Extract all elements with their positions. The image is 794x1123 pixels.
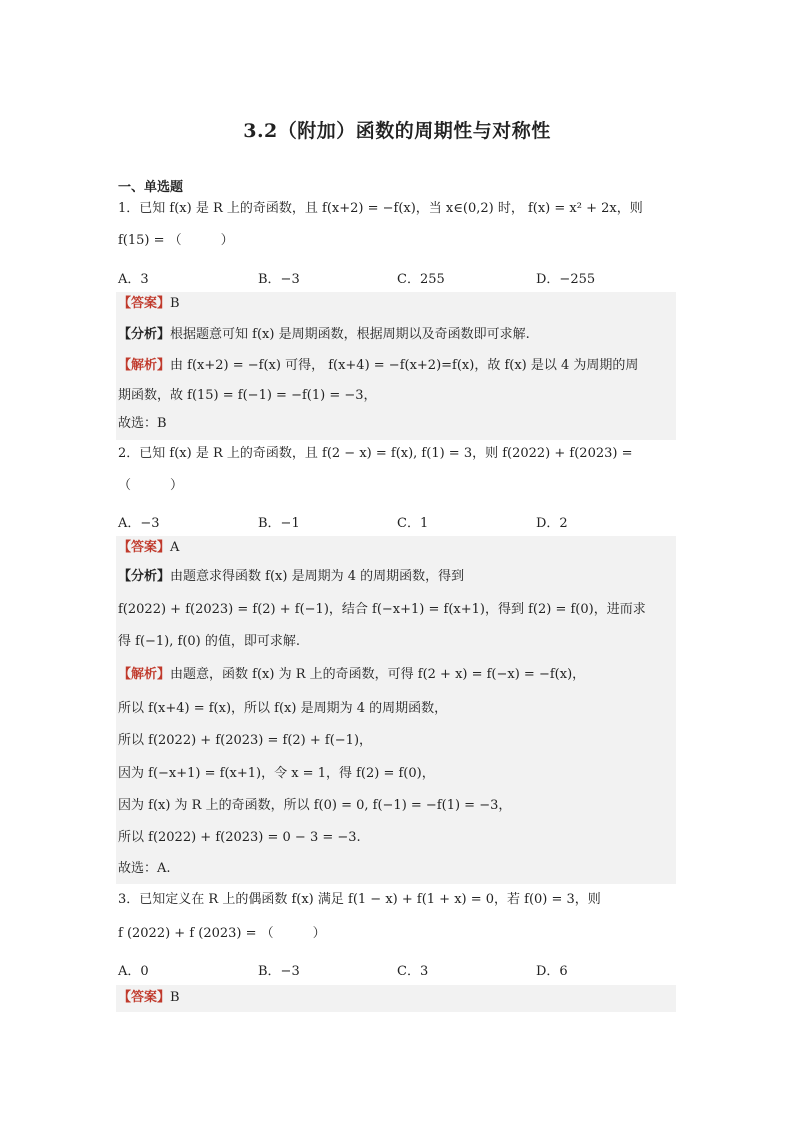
q2-solution-line3: 所以 f(2022) + f(2023) = f(2) + f(−1)， xyxy=(118,733,373,748)
q2-analysis-line2: f(2022) + f(2023) = f(2) + f(−1)，结合 f(−x+1) = f(x+1)，得到 f(2) = f(0)，进而求 xyxy=(118,602,646,617)
q3-stem-line2: f (2022) + f (2023) = （ ） xyxy=(118,926,326,941)
q3-option-b: B．−3 xyxy=(258,964,300,979)
section-heading: 一、单选题 xyxy=(118,180,184,195)
q1-option-d: D．−255 xyxy=(536,272,596,287)
q2-analysis-line3: 得 f(−1), f(0) 的值，即可求解. xyxy=(118,634,301,649)
q3-option-a: A．0 xyxy=(118,964,149,979)
q2-stem-line1: 2．已知 f(x) 是 R 上的奇函数，且 f(2 − x) = f(x), f(1) = 3，则 f(2022) + f(2023) = xyxy=(118,446,633,461)
q1-solution-line3: 故选：B xyxy=(118,416,167,431)
q2-answer: A xyxy=(170,540,180,555)
analysis-tag: 【分析】 xyxy=(118,327,171,342)
q2-option-d: D．2 xyxy=(536,516,568,531)
answer-tag: 【答案】 xyxy=(118,990,171,1005)
q2-solution-text1: 由题意，函数 f(x) 为 R 上的奇函数，可得 f(2 + x) = f(−x) = −f(x)， xyxy=(170,667,586,682)
q1-analysis: 根据题意可知 f(x) 是周期函数，根据周期以及奇函数即可求解. xyxy=(170,327,530,342)
q2-answer-line xyxy=(118,538,676,558)
q3-answer: B xyxy=(170,990,180,1005)
q1-answer: B xyxy=(170,296,180,311)
q2-option-a: A．−3 xyxy=(118,516,160,531)
solution-tag: 【解析】 xyxy=(118,358,171,373)
q1-stem-line1: 1．已知 f(x) 是 R 上的奇函数，且 f(x+2) = −f(x)，当 x∈(0,2) 时， f(x) = x² + 2x，则 xyxy=(118,201,643,216)
q1-solution-line2: 期函数，故 f(15) = f(−1) = −f(1) = −3， xyxy=(118,388,377,403)
q1-analysis-line xyxy=(118,325,676,345)
answer-tag: 【答案】 xyxy=(118,296,171,311)
q1-solution-line1 xyxy=(118,356,676,376)
q3-stem-line1: 3．已知定义在 R 上的偶函数 f(x) 满足 f(1 − x) + f(1 + x) = 0，若 f(0) = 3，则 xyxy=(118,892,601,907)
q1-answer-line xyxy=(118,294,676,314)
q2-solution-line1 xyxy=(118,665,676,685)
q3-answer-line xyxy=(118,988,676,1008)
q2-analysis-text1: 由题意求得函数 f(x) 是周期为 4 的周期函数，得到 xyxy=(170,569,465,584)
q2-option-c: C．1 xyxy=(397,516,429,531)
q2-option-b: B．−1 xyxy=(258,516,300,531)
q3-option-d: D．6 xyxy=(536,964,568,979)
q2-solution-line5: 因为 f(x) 为 R 上的奇函数，所以 f(0) = 0, f(−1) = −f(1) = −3， xyxy=(118,798,512,813)
q1-solution-text1: 由 f(x+2) = −f(x) 可得， f(x+4) = −f(x+2)=f(x)，故 f(x) 是以 4 为周期的周 xyxy=(170,358,639,373)
q1-option-b: B．−3 xyxy=(258,272,300,287)
page-title: 3.2（附加）函数的周期性与对称性 xyxy=(243,120,551,142)
q2-analysis-line1 xyxy=(118,567,676,587)
solution-tag: 【解析】 xyxy=(118,667,171,682)
q1-option-a: A．3 xyxy=(118,272,149,287)
q2-stem-line2: （ ） xyxy=(118,478,184,493)
analysis-tag: 【分析】 xyxy=(118,569,171,584)
q2-solution-line7: 故选：A. xyxy=(118,861,171,876)
q2-solution-line6: 所以 f(2022) + f(2023) = 0 − 3 = −3. xyxy=(118,830,361,845)
q2-solution-line4: 因为 f(−x+1) = f(x+1)，令 x = 1，得 f(2) = f(0)， xyxy=(118,766,435,781)
q2-solution-line2: 所以 f(x+4) = f(x)，所以 f(x) 是周期为 4 的周期函数， xyxy=(118,701,448,716)
q1-stem-line2: f(15) = （ ） xyxy=(118,233,234,248)
q3-option-c: C．3 xyxy=(397,964,429,979)
answer-tag: 【答案】 xyxy=(118,540,171,555)
q1-option-c: C．255 xyxy=(397,272,445,287)
